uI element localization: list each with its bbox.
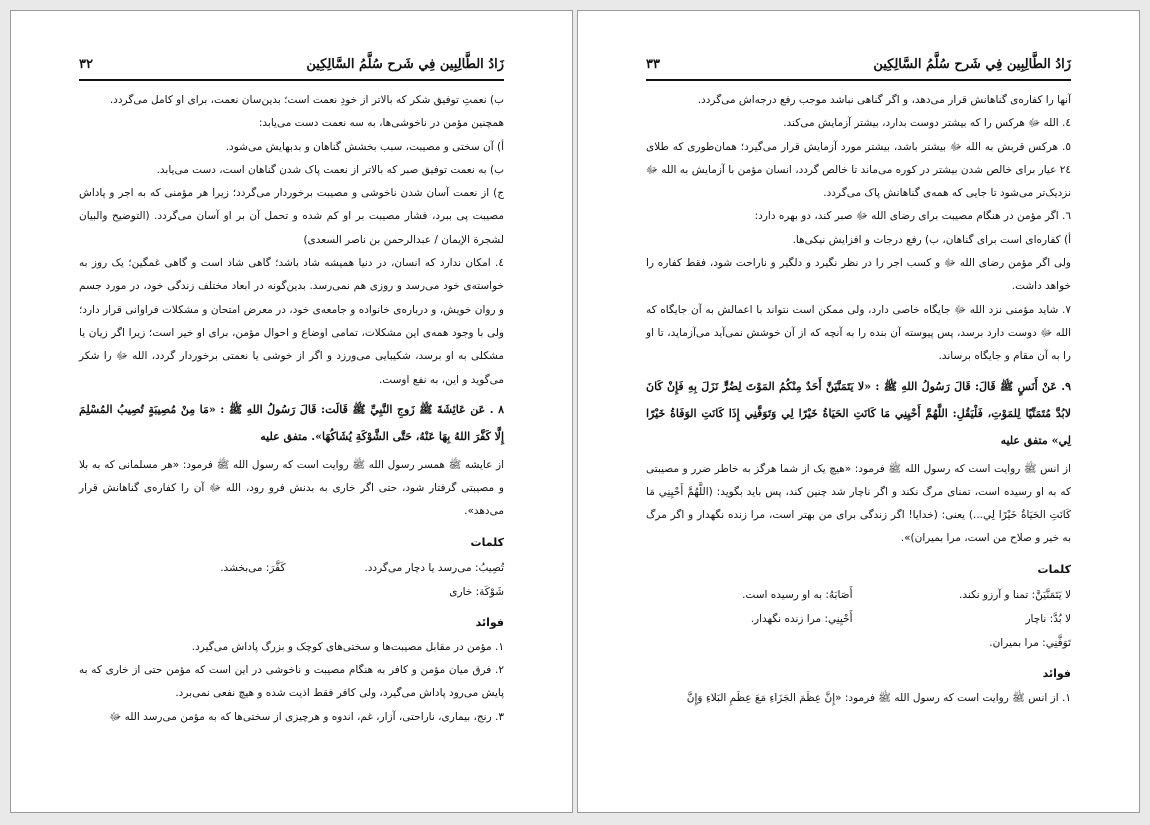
vocab-item: تَوَفَّنِي: مرا بمیران. xyxy=(989,636,1071,649)
vocab-item: كَفَّرَ: می‌بخشد. xyxy=(220,561,286,574)
vocab-item: أَحْيِنِي: مرا زنده نگهدار. xyxy=(750,612,853,625)
vocab-heading: کلمات xyxy=(470,535,504,549)
paragraph: همچنین مؤمن در ناخوشی‌ها، به سه نعمت دست می‌یابد: xyxy=(258,117,504,130)
running-head xyxy=(79,57,504,81)
paragraph: ٦. اگر مؤمن در هنگام مصیبت برای رضای الله ﷻ صبر کند، دو بهره دارد: xyxy=(754,210,1071,223)
paragraph: ج) از نعمت آسان شدن ناخوشی و مصیبت برخوردار می‌گردد؛ زیرا هر مؤمنی که به اجر و پاداش مصیبت پی ببرد، فشار مصیبت بر او کم شده و تحمل آن بر او آسان می‌گردد. (التوضیح والبیان لشجرة الإیمان / عبدالرحمن بن ناصر السعدی) xyxy=(79,187,504,246)
paragraph: أ) آن سختی و مصیبت، سبب بخشش گناهان و بدبهایش می‌شود. xyxy=(225,140,504,153)
hadith-arabic: ٩. عَنْ أَنَسٍ ﷺ قَالَ: قَالَ رَسُولُ اللهِ ﷺ : «لا يَتَمَنَّيَنَّ أَحَدٌ مِنْكُمُ المَوْتَ لِضُرٍّ نَزَلَ بِهِ فَإِنْ كَانَ لابُدَّ مُتَمَنِّيًا لِلمَوْتِ، فَلْيَقُلِ: اللَّهُمَّ أَحْيِنِي مَا كَانَتِ الحَيَاةُ خَيْرًا لِي وَتَوَفَّنِي إِذَا كَانَتِ الوَفَاةُ خَيْرًا لِي» متفق علیه xyxy=(646,379,1071,447)
vocab-item: لا بُدَّ: ناچار xyxy=(1025,612,1071,625)
page-body xyxy=(646,89,1071,792)
paragraph: ب) به نعمت توفیق صبر که بالاتر از نعمت پاک شدن گناهان است، دست می‌یابد. xyxy=(156,163,504,176)
paragraph: ولی اگر مؤمن رضای الله ﷻ و کسب اجر را در نظر نگیرد و دلگیر و ناراحت شود، فقط کفاره را خواهد داشت. xyxy=(646,257,1071,293)
hadith-translation: از عایشه ﷺ همسر رسول الله ﷺ روایت است که رسول الله ﷺ فرمود: «هر مسلمانی که به بلا و مصیبتی گرفتار شود، حتی اگر خاری به بدنش فرو رود، الله ﷻ آن را کفاره‌ی گناهانش قرار می‌دهد». xyxy=(79,458,504,518)
vocab-item: شَوْكَة: خاری xyxy=(449,585,504,598)
benefit-item: ١. از انس ﷺ روایت است که رسول الله ﷺ فرمود: «إِنَّ عِظَمَ الجَزَاءِ مَعَ عِظَمِ البَلاءِ وَإِنَّ xyxy=(686,691,1071,704)
benefit-item: ٢. فرق میان مؤمن و کافر به هنگام مصیبت و ناخوشی در این است که مؤمن حتی از خاری که به پایش می‌رود پاداش می‌گیرد، ولی کافر فقط اذیت شده و هیچ نفعی نمی‌برد. xyxy=(79,664,504,700)
hadith-arabic: ٨ . عَن عَائِشَةَ ﷺ زَوجِ النَّبِيِّ ﷺ قَالَت: قَالَ رَسُولُ اللهِ ﷺ : «مَا مِنْ مُصِيبَةٍ تُصِيبُ المُسْلِمَ إِلَّا كَفَّرَ اللهُ بِهَا عَنْهُ، حَتَّى الشَّوْكَةِ يُشَاكُهَا». متفق علیه xyxy=(79,402,504,443)
paragraph: ٤. الله ﷻ هرکس را که بیشتر دوست بدارد، بیشتر آزمایش می‌کند. xyxy=(783,117,1071,130)
running-head xyxy=(646,57,1071,81)
paragraph: ٥. هرکس قربش به الله ﷻ بیشتر باشد، بیشتر مورد آزمایش قرار می‌گیرد؛ همان‌طوری که طلای ٢٤ عیار برای خالص شدن بیشتر در کوره می‌ماند تا خالص گردد، انسان مؤمن با آزمایش به الله ﷻ نزدیک‌تر می‌شود تا جایی که همه‌ی گناهانش پاک می‌گردد. xyxy=(646,140,1071,200)
right-page xyxy=(577,10,1140,813)
vocab-heading: کلمات xyxy=(1037,562,1071,576)
page-number: ۳۲ xyxy=(79,57,93,72)
paragraph: ب) نعمتِ توفیق شکر که بالاتر از خودِ نعمت است؛ بدین‌سان نعمت، برای او کامل می‌گردد. xyxy=(109,94,504,106)
vocab-item: لا يَتَمَنَّيَنَّ: تمنا و آرزو نکند. xyxy=(958,588,1071,601)
benefits-heading: فوائد xyxy=(1042,666,1071,680)
benefit-item: ١. مؤمن در مقابل مصیبت‌ها و سختی‌های کوچک و بزرگ پاداش می‌گیرد. xyxy=(191,640,504,653)
vocab-item: أَصَابَهُ: به او رسیده است. xyxy=(742,588,853,601)
paragraph: آنها را کفاره‌ی گناهانش قرار می‌دهد، و اگر گناهی نباشد موجب رفع درجه‌اش می‌گردد. xyxy=(697,94,1071,106)
vocab-list xyxy=(646,583,1071,655)
vocab-list xyxy=(79,556,504,604)
page-body xyxy=(79,89,504,792)
running-title: زَادُ الطَّالِبِين فِي شَرح سُلَّمُ السَّالِكِين xyxy=(306,57,504,72)
running-title: زَادُ الطَّالِبِين فِي شَرح سُلَّمُ السَّالِكِين xyxy=(873,57,1071,72)
left-page xyxy=(10,10,573,813)
paragraph: ٧. شاید مؤمنی نزد الله ﷻ جایگاه خاصی دارد، ولی ممکن است نتواند با اعمالش به آن جایگاه که الله ﷻ دوست دارد برسد، پس پیوسته آن بنده را به آنچه که از آن خوشش نمی‌آید می‌آزماید، تا او را به آن مقام و جایگاه برساند. xyxy=(646,303,1071,363)
benefit-item: ٣. رنج، بیماری، ناراحتی، آزار، غم، اندوه و هرچیزی از سختی‌ها که به مؤمن می‌رسد الله ﷻ xyxy=(109,710,504,723)
page-number: ۳۳ xyxy=(646,57,660,72)
paragraph: أ) کفاره‌ای است برای گناهان، ب) رفع درجات و افزایش نیکی‌ها. xyxy=(792,233,1071,246)
hadith-translation: از انس ﷺ روایت است که رسول الله ﷺ فرمود: «هیچ یک از شما هرگز به خاطر ضرر و مصیبتی که به او رسیده است، تمنای مرگ نکند و اگر ناچار شد چنین کند، پس باید بگوید: (اللَّهُمَّ أَحْيِنِي مَا كَانَتِ الحَيَاةُ خَيْرًا لِي...) یعنی: (خدایا! اگر زندگی برای من بهتر است، مرا زنده نگهدار و اگر مرگ به خیر و صلاح من است، مرا بمیران)». xyxy=(646,462,1071,545)
benefits-heading: فوائد xyxy=(475,615,504,629)
vocab-item: تُصِيبُ: می‌رسد یا دچار می‌گردد. xyxy=(364,561,504,574)
paragraph: ٤. امکان ندارد که انسان، در دنیا همیشه شاد باشد؛ گاهی شاد است و گاهی غمگین؛ یک روز به خواسته‌ی خود می‌رسد و روزی هم نمی‌رسد. بدین‌گونه در ابعاد مختلف زندگی خود، در مورد جسم و روان خویش، و درباره‌ی خانواده و جامعه‌ی خود، در معرض امتحان و مشکلات فراوانی قرار دارد؛ ولی با وجود همه‌ی این مشکلات، تمامی اوضاع و احوال مؤمن، برای او خیر است؛ زیرا اگر زیان یا مشکلی به او برسد، شکیبایی می‌ورزد و اگر از خوشی یا نعمتی برخوردار گردد، الله ﷻ را شکر می‌گوید و این، به نفع اوست. xyxy=(79,257,504,386)
